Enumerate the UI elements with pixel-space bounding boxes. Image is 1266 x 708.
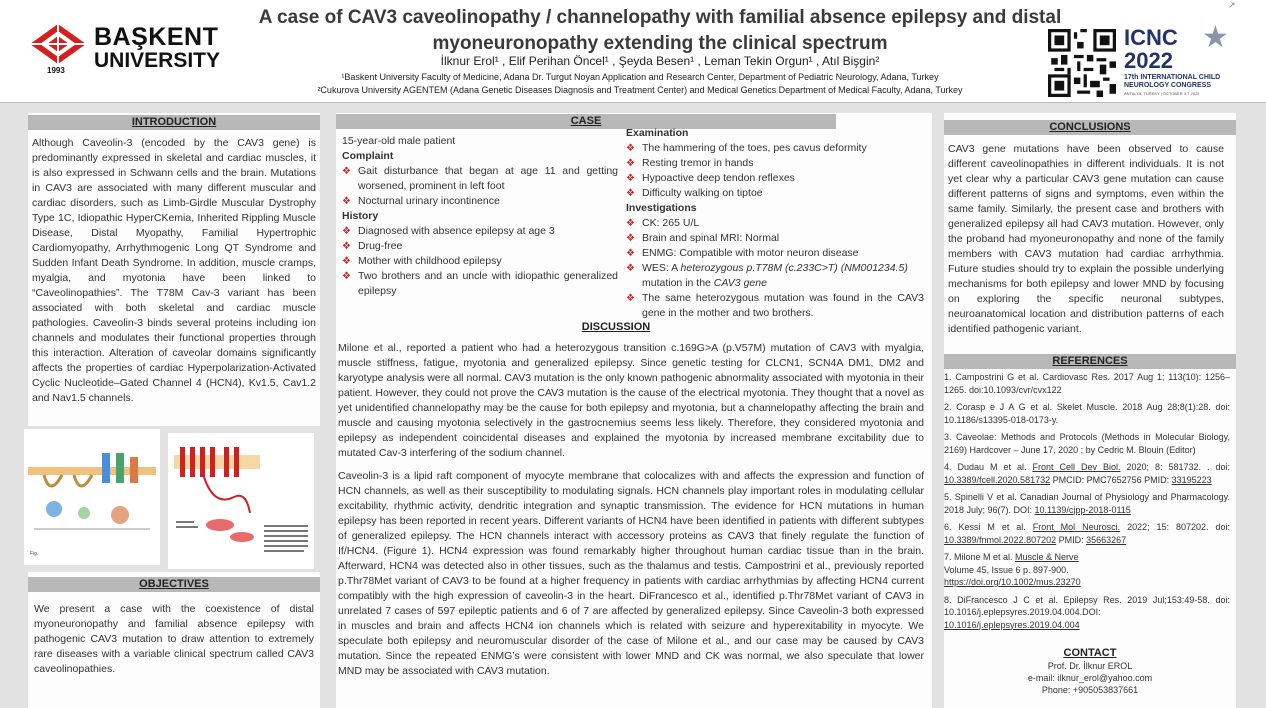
objectives-text: We present a case with the coexistence of distal myoneuronopathy and familial absence epilepsy with pathogenic CAV3 mutation to draw attention to extremely rare diseases with a variable clinical spectrum called CAV3 caveolinopathies. [34,603,314,675]
title-line1: A case of CAV3 caveolinopathy / channelopathy with familial absence epilepsy and distal [258,7,1062,28]
reference-item [944,551,1230,589]
history-label: History [342,210,379,222]
reference-link[interactable]: Front Cell Dev Biol. [1032,462,1121,472]
history-item: ❖ Diagnosed with absence epilepsy at age 3 [342,224,618,239]
wes-gene: CAV3 gene [713,277,767,289]
university-emblem-icon [28,22,88,66]
exam-item: ❖ Hypoactive deep tendon reflexes [626,171,924,186]
discussion-heading: DISCUSSION [581,321,651,333]
icnc-congress-logo [1120,20,1250,100]
exam-item: ❖ The hammering of the toes, pes cavus deformity [626,141,924,156]
affiliation-2: ²Cukurova University AGENTEM (Adana Genetic Diseases Diagnosis and Treatment Center) and Medical Genetics Department of Medical Faculty, Adana, Turkey [317,85,963,95]
reference-text: 2020; 8: 581732. . doi: [1120,462,1230,472]
exam-item: ❖ Resting tremor in hands [626,156,924,171]
reference-text: 2022; 15: 807202. doi: [1120,522,1230,532]
reference-item [944,461,1230,486]
conclusions-heading: CONCLUSIONS [944,120,1236,135]
investigation-item: ❖ CK: 265 U/L [626,216,924,231]
reference-item: 1. Campostrini G et al. Cardiovasc Res. 2017 Aug 1; 113(10): 1256–1265. doi:10.1093/cvr/cvx122 [944,372,1230,395]
reference-text: Volume 45, Issue 6 p. 897-900. [944,564,1069,575]
case-details [342,134,618,299]
complaint-item: ❖ Nocturnal urinary incontinence [342,194,618,209]
congress-line1: 17th INTERNATIONAL CHILD [1124,74,1221,81]
history-item: ❖ Drug-free [342,239,618,254]
reference-link[interactable]: Muscle & Nerve [1015,552,1079,562]
title-line2: myoneuronopathy extending the clinical spectrum [432,33,888,54]
reference-item [944,594,1230,632]
reference-text: 7. Milone M et al. [944,552,1016,562]
contact-email[interactable]: e-mail: ilknur_erol@yahoo.com [1027,673,1153,683]
discussion-paragraph-1: Milone et al., reported a patient who had a heterozygous transition c.169G>A (p.V57M) mutation of CAV3 with myalgia, muscle stiffness, fatigue, myotonia and generalized epilepsy. Since genetic testing for CLCN1, SCN4A DM1, DM2 and karyotype analysis were all normal. CAV3 mutation is the only known pathogenic abnormality associated with myotonia in their patient. However, they could not prove the CAV3 mutation is the cause of the electrical myotonia. They thought that a novel as yet unidentified channelopathy may be the cause for both epilepsy and myotonia, but a channelopathy affecting the brain and muscle and causing myotonia selectively in the gastrocnemius seems less likely. Therefore, they considered myotonia and epilepsy as independent coincidental diseases and explained the myotonia by increased membrane excitability due to mutated Cav-3 interfering of the sodium channel. [338,342,924,459]
congress-year: 2022 [1124,48,1173,73]
contact-phone: Phone: +905053837661 [1041,685,1139,695]
references-list [944,371,1230,636]
discussion-paragraph-2: Caveolin-3 is a lipid raft component of myocyte membrane that colocalizes with and affects the expression and function of HCN channels, as well as their susceptibility to modulating signals. HCN channels play important roles in modulating cellular excitability, rhythmic activity, dendritic integration and synaptic transmission. The evidence for HCN mutations in human epilepsy has been reported in recent years. Different variants of HCN4 have been identified in patients with different subtypes of generalized epilepsy. The HCN channels interact with accessory proteins as CAV3 that finely regulate the function of If/HCN4. (Figure 1). HCN4 expression was found remarkably higher throughout human cardiac tissue than in the brain. Afterward, HCN4 was detected also in other tissues, such as the thalamus and testis. Campostrini et al., previously reported p.Thr78Met variant of CAV3 to be found at a higher frequency in patients with cardiac arrhythmias by affecting HCN4 current compatibly with the high expression of caveolin-3 in the heart. DiFrancesco et al., identified p.Thr78Met variant of CAV3 in unrelated 7 cases of 597 epileptic patients and 6 of 7 are affected by generalized epilepsy. Since Caveolin-3 both expressed in muscles and brain and affects HCN4 ion channels which is related with seizure and hyperexitability in myocyte. We speculate both epilepsy and neuromuscular disorder of the case of Milone et al., and our case may be caused by CAV3 mutation. Since the repeated ENMG’s were consistent with lower MND and CK was normal, we also speculate that lower MND may be associated with CAV3 mutation. [338,470,924,677]
reference-link[interactable]: 10.1016/j.eplepsyres.2019.04.004 [944,619,1080,630]
reference-item: 2. Corasp e J A G et al. Skelet Muscle. 2018 Aug 28;8(1):28. doi: 10.1186/s13395-018-0173-y. [944,402,1230,425]
references-heading: REFERENCES [944,354,1236,369]
congress-name: ICNC [1124,25,1178,50]
complaint-label: Complaint [342,150,394,162]
svg-text:Fig.: Fig. [30,551,39,557]
wes-prefix: WES: A [642,262,681,274]
hcn4-topology-figure [168,433,314,569]
reference-link[interactable]: 33195223 [1171,474,1212,485]
reference-item [944,491,1230,516]
contact-name: Prof. Dr. İlknur EROL [1047,661,1133,671]
wes-variant: heterozygous p.T78M (c.233C>T) (NM001234.5) [680,262,908,274]
logo-line1: BAŞKENT [94,23,219,51]
reference-link[interactable]: 10.3389/fnmol.2022.807202 [944,534,1057,545]
logo-year: 1993 [47,66,65,75]
poster-header [0,0,1266,103]
whirling-dervish-icon: ★ [1202,21,1229,54]
introduction-text: Although Caveolin-3 (encoded by the CAV3 gene) is predominantly expressed in skeletal and cardiac muscles, it is also expressed in Schwann cells and the brain. Mutations in CAV3 are associated with many different muscular and cardiac disorders, such as Limb-Girdle Muscular Dystrophy Type 1C, Idiopathic HyperCKemia, Inherited Rippling Muscle Disease, Distal Myopathy, Familial Hypertrophic Cardiomyopathy, Arrhythmogenic Long QT Syndrome and Sudden Infant Death Syndrome. In addition, muscle cramps, myalgia, and myotonia have been linked to “Caveolinopathies”. The T78M Cav-3 variant has been associated with both skeletal and cardiac muscle pathologies. Caveolin-3 binds several proteins including ion channels and modulates their functional properties through this interaction. Alteration of caveolar domains significantly affects the properties of cardiac Hyperpolarization-Activated Cyclic Nucleotide–Gated Channel 4 (HCN4), Kv1.5, Cav1.2 and Nav1.5 channels. [32,137,316,404]
poster-title [250,5,1070,57]
caveolae-diagram-figure [24,429,160,565]
discussion-text [338,341,924,679]
reference-text: 4. Dudau M et al. [944,462,1033,472]
reference-link[interactable]: 10.1139/cjpp-2018-0115 [1034,504,1131,515]
reference-text: 5. Spinelli V et al. Canadian Journal of Physiology and Pharmacology. 2018 July; 96(7). DOI: [944,492,1230,515]
expand-corner-icon[interactable]: ↗ [1228,0,1236,10]
investigations-label: Investigations [626,202,697,214]
case-heading: CASE [336,114,836,129]
reference-link[interactable]: 35663267 [1086,534,1127,545]
contact-heading: CONTACT [1063,647,1117,659]
affiliation-1: ¹Baskent University Faculty of Medicine, Adana Dr. Turgut Noyan Application and Research Center, Department of Pediatric Neurology, Adana, Turkey [341,72,939,82]
family-mutation: ❖ The same heterozygous mutation was found in the CAV3 gene in the mother and two brothers. [626,291,924,321]
examination-details [626,126,924,321]
contact-details [948,660,1232,696]
reference-text: PMCID: PMC7652756 PMID: [1050,474,1172,485]
introduction-heading: INTRODUCTION [28,115,320,130]
congress-line2: NEUROLOGY CONGRESS [1124,82,1211,89]
reference-item: 3. Caveolae: Methods and Protocols (Methods in Molecular Biology, 2169) Hardcover – June 17, 2020 ; by Cedric M. Blouin (Editor) [944,432,1230,455]
reference-text: 6. Kessi M et al. [944,522,1033,532]
history-item: ❖ Two brothers and an uncle with idiopathic generalized epilepsy [342,269,618,299]
conclusions-text: CAV3 gene mutations have been observed to cause different caveolinopathies in different individuals. It is not yet clear why a particular CAV3 gene mutation can cause different patterns of signs and symptoms, even within the same family. Similarly, the present case and brothers with generalized epilepsy all had CAV3 mutation. However, only the proband had myoneuronopathy and none of the family members with CAV3 mutation had cardiac arrhythmia. Future studies should try to explain the possible underlying mechanisms for both epilepsy and lower MND by focusing on exploring the specific neuronal subtypes, neuroanatomical location and distribution patterns of each identified pathogenic variant. [948,143,1224,335]
baskent-logo [28,22,228,74]
reference-link[interactable]: https://doi.org/10.1002/mus.23270 [944,577,1081,587]
patient-description: 15-year-old male patient [342,135,456,147]
wes-mid: mutation in the [642,277,714,289]
congress-place: ANTALYA, TURKEY | OCTOBER 3-7 2022 [1124,91,1200,96]
reference-text: PMID: [1056,534,1087,545]
objectives-heading: OBJECTIVES [28,577,320,592]
qr-code-icon[interactable] [1048,29,1116,97]
exam-item: ❖ Difficulty walking on tiptoe [626,186,924,201]
complaint-item: ❖ Gait disturbance that began at age 11 and getting worsened, prominent in left foot [342,164,618,194]
investigation-item: ❖ ENMG: Compatible with motor neuron disease [626,246,924,261]
reference-link[interactable]: 10.3389/fcell.2020.581732 [944,474,1051,485]
reference-text: 8. DiFrancesco J C et al. Epilepsy Res. 2019 Jul;153:49-58. doi: 10.1016/j.eplepsyres.2019.04.004.DOI: [944,594,1230,617]
reference-item [944,521,1230,546]
logo-line2: UNIVERSITY [94,49,221,72]
investigation-item: ❖ Brain and spinal MRI: Normal [626,231,924,246]
authors: İlknur Erol¹ , Elif Perihan Öncel¹ , Şeyda Besen¹ , Leman Tekin Orgun¹ , Atıl Bişgin² [440,54,880,68]
examination-label: Examination [626,127,689,139]
wes-result [626,261,924,291]
reference-link[interactable]: Front Mol Neurosci. [1032,522,1121,532]
history-item: ❖ Mother with childhood epilepsy [342,254,618,269]
